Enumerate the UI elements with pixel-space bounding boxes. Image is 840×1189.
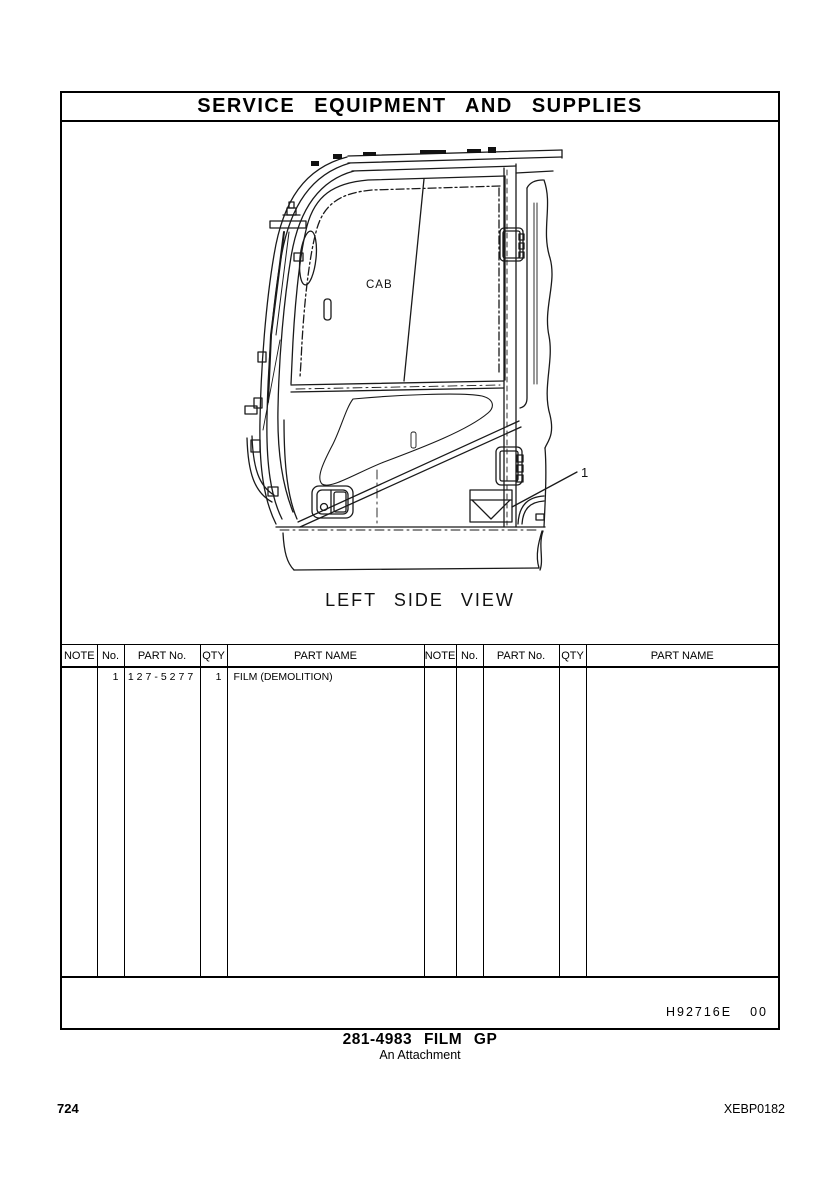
cab-line-drawing — [62, 122, 778, 644]
header-no-right: No. — [456, 645, 483, 668]
header-partno-right: PART No. — [483, 645, 559, 668]
page-title: SERVICE EQUIPMENT AND SUPPLIES — [62, 93, 778, 122]
cell-note — [424, 667, 456, 690]
header-partno-left: PART No. — [124, 645, 200, 668]
drawing-area — [62, 122, 778, 644]
header-note-left: NOTE — [62, 645, 97, 668]
cell-part-name — [586, 667, 778, 690]
callout-number: 1 — [581, 465, 589, 480]
cell-part-no — [483, 667, 559, 690]
cell-no: 1 — [97, 667, 124, 690]
doc-code: H92716E — [665, 1005, 733, 1019]
cell-qty: 1 — [200, 667, 227, 690]
header-note-right: NOTE — [424, 645, 456, 668]
table-empty-area — [62, 690, 778, 977]
cell-part-no: 127-5277 — [124, 667, 200, 690]
header-partname-left: PART NAME — [227, 645, 424, 668]
part-group-title: 281-4983 FILM GP — [342, 1031, 498, 1048]
table-header-row — [62, 645, 778, 668]
part-group-subtitle: An Attachment — [379, 1048, 461, 1063]
page-number: 724 — [57, 1101, 79, 1116]
page-frame — [60, 91, 780, 1030]
doc-revision: 00 — [750, 1005, 768, 1019]
parts-table — [62, 644, 778, 978]
header-qty-left: QTY — [200, 645, 227, 668]
code-strip — [62, 978, 778, 1026]
cell-note — [62, 667, 97, 690]
cell-no — [456, 667, 483, 690]
footer-title-block — [60, 1032, 780, 1062]
cab-label: CAB — [366, 279, 393, 291]
drawing-caption: LEFT SIDE VIEW — [325, 590, 515, 610]
table-row — [62, 667, 778, 690]
header-partname-right: PART NAME — [586, 645, 778, 668]
cell-part-name: FILM (DEMOLITION) — [227, 667, 424, 690]
cell-qty — [559, 667, 586, 690]
header-qty-right: QTY — [559, 645, 586, 668]
header-no-left: No. — [97, 645, 124, 668]
publication-code: XEBP0182 — [723, 1102, 785, 1116]
